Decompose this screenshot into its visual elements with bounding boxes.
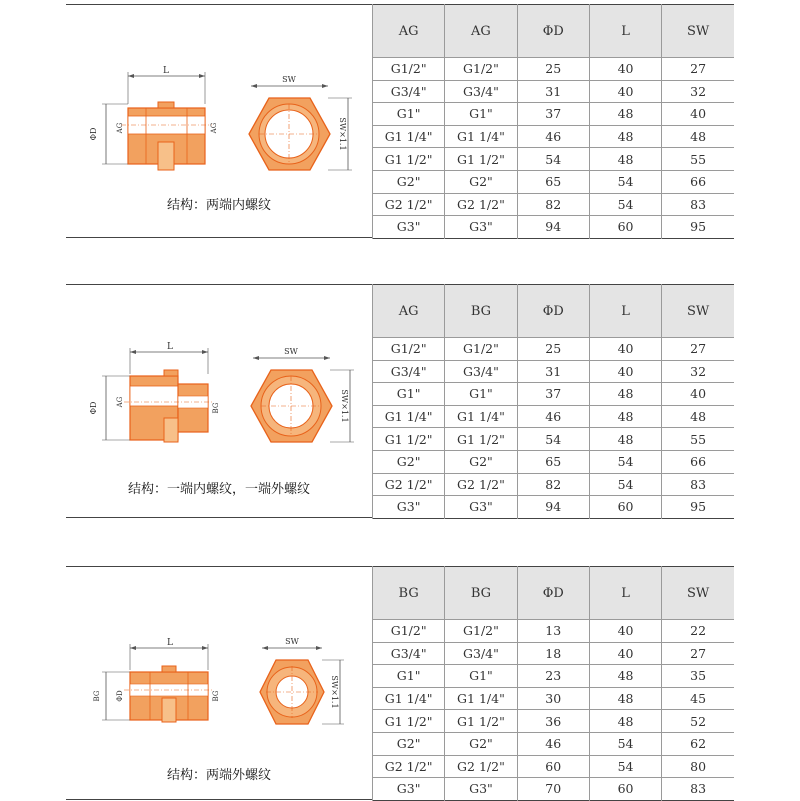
column-header: SW: [662, 5, 734, 58]
column-header: L: [589, 567, 661, 620]
table-cell: G1/2": [373, 620, 445, 643]
table-cell: 52: [662, 710, 734, 733]
spec-table-2: [372, 284, 734, 519]
column-header: AG: [373, 285, 445, 338]
table-cell: G2": [373, 450, 445, 473]
table-row: [373, 496, 735, 519]
table-cell: G1": [445, 665, 517, 688]
table-cell: G1 1/2": [373, 710, 445, 733]
table-cell: 36: [517, 710, 589, 733]
table-cell: 54: [589, 732, 661, 755]
table-cell: G2": [445, 170, 517, 193]
table-cell: 48: [662, 125, 734, 148]
spec-table-1: [372, 4, 734, 239]
table-cell: 94: [517, 496, 589, 519]
table-cell: G1/2": [445, 620, 517, 643]
table-cell: G3/4": [373, 360, 445, 383]
table-cell: G2 1/2": [373, 755, 445, 778]
table-cell: G1": [373, 665, 445, 688]
table-cell: G1 1/4": [445, 687, 517, 710]
table-cell: 60: [589, 778, 661, 801]
table-header-row: [373, 285, 735, 338]
table-cell: G3": [445, 496, 517, 519]
table-row: [373, 450, 735, 473]
table-cell: 46: [517, 405, 589, 428]
table-cell: 80: [662, 755, 734, 778]
table-row: [373, 338, 735, 361]
column-header: SW: [662, 567, 734, 620]
table-cell: 46: [517, 732, 589, 755]
table-cell: G2 1/2": [373, 193, 445, 216]
table-cell: 32: [662, 360, 734, 383]
table-row: [373, 360, 735, 383]
hex-width-label: SW: [284, 347, 298, 356]
table-cell: 54: [517, 428, 589, 451]
table-cell: 48: [589, 125, 661, 148]
table-cell: 48: [589, 687, 661, 710]
column-header: SW: [662, 285, 734, 338]
table-row: [373, 778, 735, 801]
table-row: [373, 383, 735, 406]
table-cell: 60: [517, 755, 589, 778]
table-cell: G1 1/4": [373, 125, 445, 148]
table-row: [373, 473, 735, 496]
table-cell: G2 1/2": [373, 473, 445, 496]
table-cell: G2 1/2": [445, 473, 517, 496]
table-cell: G1": [373, 383, 445, 406]
table-cell: G1 1/2": [445, 710, 517, 733]
table-cell: 54: [589, 473, 661, 496]
table-cell: 31: [517, 80, 589, 103]
table-cell: G2 1/2": [445, 755, 517, 778]
table-cell: 66: [662, 170, 734, 193]
table-cell: 62: [662, 732, 734, 755]
diameter-label: ΦD: [116, 690, 124, 702]
table-cell: G2": [445, 732, 517, 755]
table-cell: 48: [589, 103, 661, 126]
table-row: [373, 428, 735, 451]
table-row: [373, 732, 735, 755]
table-cell: G1 1/4": [445, 125, 517, 148]
table-row: [373, 58, 735, 81]
table-row: [373, 80, 735, 103]
table-cell: 60: [589, 496, 661, 519]
diameter-label: ΦD: [89, 127, 98, 141]
table-row: [373, 103, 735, 126]
thread-label-left: BG: [93, 690, 101, 702]
table-header-row: [373, 5, 735, 58]
table-cell: 55: [662, 148, 734, 171]
table-cell: 48: [589, 383, 661, 406]
table-cell: 48: [589, 428, 661, 451]
column-header: BG: [445, 567, 517, 620]
thread-label-left: AG: [116, 396, 124, 408]
table-cell: 82: [517, 193, 589, 216]
column-header: AG: [445, 5, 517, 58]
table-cell: 54: [589, 755, 661, 778]
table-cell: 46: [517, 125, 589, 148]
table-cell: 22: [662, 620, 734, 643]
length-label: L: [167, 638, 173, 648]
table-cell: G1 1/4": [373, 405, 445, 428]
table-cell: G1": [373, 103, 445, 126]
table-cell: 40: [662, 103, 734, 126]
table-cell: G2 1/2": [445, 193, 517, 216]
table-cell: 65: [517, 170, 589, 193]
column-header: L: [589, 285, 661, 338]
spec-table-3: [372, 566, 734, 801]
table-cell: G3/4": [445, 80, 517, 103]
table-cell: G3": [373, 216, 445, 239]
table-cell: 37: [517, 383, 589, 406]
table-cell: 70: [517, 778, 589, 801]
column-header: ΦD: [517, 567, 589, 620]
table-cell: 40: [589, 80, 661, 103]
table-header-row: [373, 567, 735, 620]
structure-caption: 结构：两端内螺纹: [166, 198, 271, 213]
table-cell: 40: [589, 360, 661, 383]
table-cell: G3/4": [373, 642, 445, 665]
structure-caption: 结构：一端内螺纹，一端外螺纹: [127, 482, 310, 497]
table-cell: G1": [445, 103, 517, 126]
table-row: [373, 125, 735, 148]
hex-width-label: SW: [282, 75, 296, 84]
table-cell: 83: [662, 193, 734, 216]
thread-label-left: AG: [116, 122, 124, 134]
table-row: [373, 216, 735, 239]
hex-width-label: SW: [285, 637, 299, 646]
thread-label-right: AG: [210, 122, 218, 134]
table-cell: G1 1/2": [445, 428, 517, 451]
table-row: [373, 642, 735, 665]
table-cell: 82: [517, 473, 589, 496]
table-cell: G3": [373, 496, 445, 519]
table-cell: G1": [445, 383, 517, 406]
table-cell: 95: [690, 219, 707, 235]
table-cell: 48: [662, 405, 734, 428]
table-cell: G1 1/2": [445, 148, 517, 171]
column-header: ΦD: [517, 285, 589, 338]
table-cell: G1 1/2": [373, 148, 445, 171]
column-header: BG: [373, 567, 445, 620]
table-cell: 27: [662, 338, 734, 361]
table-cell: 23: [517, 665, 589, 688]
structure-caption: 结构：两端外螺纹: [166, 768, 271, 783]
product-section-1: [66, 4, 734, 238]
table-cell: 55: [662, 428, 734, 451]
table-cell: G1/2": [445, 58, 517, 81]
table-cell: 40: [589, 338, 661, 361]
table-cell: 54: [589, 170, 661, 193]
length-label: L: [167, 342, 173, 352]
hex-height-label: SW×1.1: [330, 675, 339, 709]
table-cell: 54: [517, 148, 589, 171]
table-cell: G1 1/2": [373, 428, 445, 451]
table-cell: 18: [517, 642, 589, 665]
table-row: [373, 405, 735, 428]
table-row: [373, 687, 735, 710]
table-row: [373, 755, 735, 778]
table-cell: G2": [445, 450, 517, 473]
table-cell: 27: [662, 58, 734, 81]
table-cell: 48: [589, 710, 661, 733]
table-cell: G1/2": [373, 338, 445, 361]
table-cell: 35: [662, 665, 734, 688]
table-cell: 40: [589, 58, 661, 81]
table-cell: G1 1/4": [373, 687, 445, 710]
column-header: L: [589, 5, 661, 58]
table-cell: G3/4": [373, 80, 445, 103]
table-cell: 25: [517, 58, 589, 81]
diameter-label: ΦD: [89, 401, 98, 415]
table-cell: G1/2": [373, 58, 445, 81]
table-cell: 94: [517, 216, 589, 239]
table-cell: 83: [662, 473, 734, 496]
table-cell: G3": [373, 778, 445, 801]
table-cell: 54: [589, 193, 661, 216]
table-cell: 13: [517, 620, 589, 643]
table-cell: 40: [662, 383, 734, 406]
column-header: AG: [373, 5, 445, 58]
table-row: [373, 710, 735, 733]
table-cell: G2": [373, 170, 445, 193]
table-cell: 40: [589, 642, 661, 665]
hex-height-label: SW×1.1: [340, 389, 349, 423]
product-section-3: [66, 566, 734, 800]
table-cell: 95: [690, 499, 707, 515]
table-cell: 37: [517, 103, 589, 126]
table-cell: 30: [517, 687, 589, 710]
column-header: BG: [445, 285, 517, 338]
table-cell: 48: [589, 148, 661, 171]
table-cell: 40: [589, 620, 661, 643]
table-cell: G3/4": [445, 360, 517, 383]
length-label: L: [163, 66, 169, 76]
hex-height-label: SW×1.1: [338, 117, 347, 151]
thread-label-right: BG: [212, 402, 220, 414]
table-row: [373, 148, 735, 171]
column-header: ΦD: [517, 5, 589, 58]
table-cell: G3": [445, 778, 517, 801]
table-cell: 48: [589, 665, 661, 688]
table-cell: 66: [662, 450, 734, 473]
table-cell: 54: [589, 450, 661, 473]
table-row: [373, 665, 735, 688]
table-cell: 31: [517, 360, 589, 383]
table-cell: 27: [662, 642, 734, 665]
product-section-2: [66, 284, 734, 518]
table-cell: 32: [662, 80, 734, 103]
table-cell: G1 1/4": [445, 405, 517, 428]
table-cell: G1/2": [445, 338, 517, 361]
table-cell: G3": [445, 216, 517, 239]
table-cell: 60: [589, 216, 661, 239]
table-cell: 45: [662, 687, 734, 710]
thread-label-right: BG: [212, 690, 220, 702]
table-cell: 48: [589, 405, 661, 428]
table-cell: 83: [690, 781, 707, 797]
table-cell: G2": [373, 732, 445, 755]
table-row: [373, 620, 735, 643]
table-row: [373, 193, 735, 216]
table-cell: G3/4": [445, 642, 517, 665]
table-cell: 65: [517, 450, 589, 473]
table-cell: 25: [517, 338, 589, 361]
table-row: [373, 170, 735, 193]
